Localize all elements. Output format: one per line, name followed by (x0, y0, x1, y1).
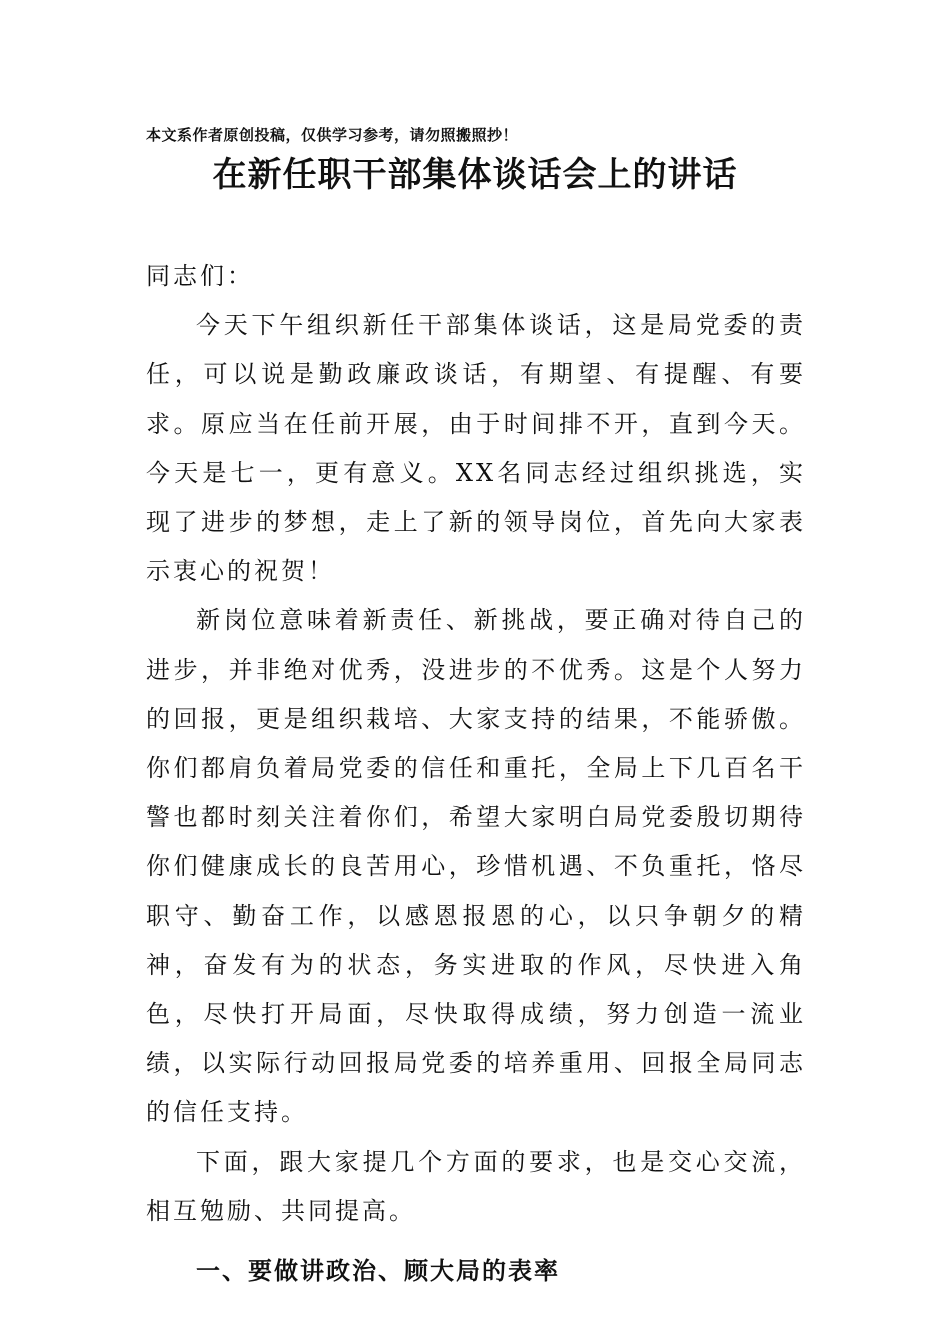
greeting: 同志们： (146, 262, 254, 290)
paragraph-2: 新岗位意味着新责任、新挑战，要正确对待自己的进步，并非绝对优秀，没进步的不优秀。这是个人努力的回报，更是组织栽培、大家支持的结果，不能骄傲。你们都肩负着局党委的信任和重托，全局上下几百名干警也都时刻关注着你们，希望大家明白局党委殷切期待你们健康成长的良苦用心，珍惜机遇、不负重托，恪尽职守、勤奋工作，以感恩报恩的心，以只争朝夕的精神，奋发有为的状态，务实进取的作风，尽快进入角色，尽快打开局面，尽快取得成绩，努力创造一流业绩，以实际行动回报局党委的培养重用、回报全局同志的信任支持。 (146, 606, 806, 1127)
paragraph-1: 今天下午组织新任干部集体谈话，这是局党委的责任，可以说是勤政廉政谈话，有期望、有提醒、有要求。原应当在任前开展，由于时间排不开，直到今天。今天是七一，更有意义。XX名同志经过组织挑选，实现了进步的梦想，走上了新的领导岗位，首先向大家表示衷心的祝贺！ (146, 311, 806, 586)
section-heading: 一、要做讲政治、顾大局的表率 (196, 1256, 560, 1286)
speech-body (146, 252, 806, 1295)
copyright-notice: 本文系作者原创投稿，仅供学习参考，请勿照搬照抄！ (146, 126, 519, 144)
paragraph-3: 下面，跟大家提几个方面的要求，也是交心交流，相互勉励、共同提高。 (146, 1147, 806, 1225)
page-title: 在新任职干部集体谈话会上的讲话 (212, 155, 738, 195)
